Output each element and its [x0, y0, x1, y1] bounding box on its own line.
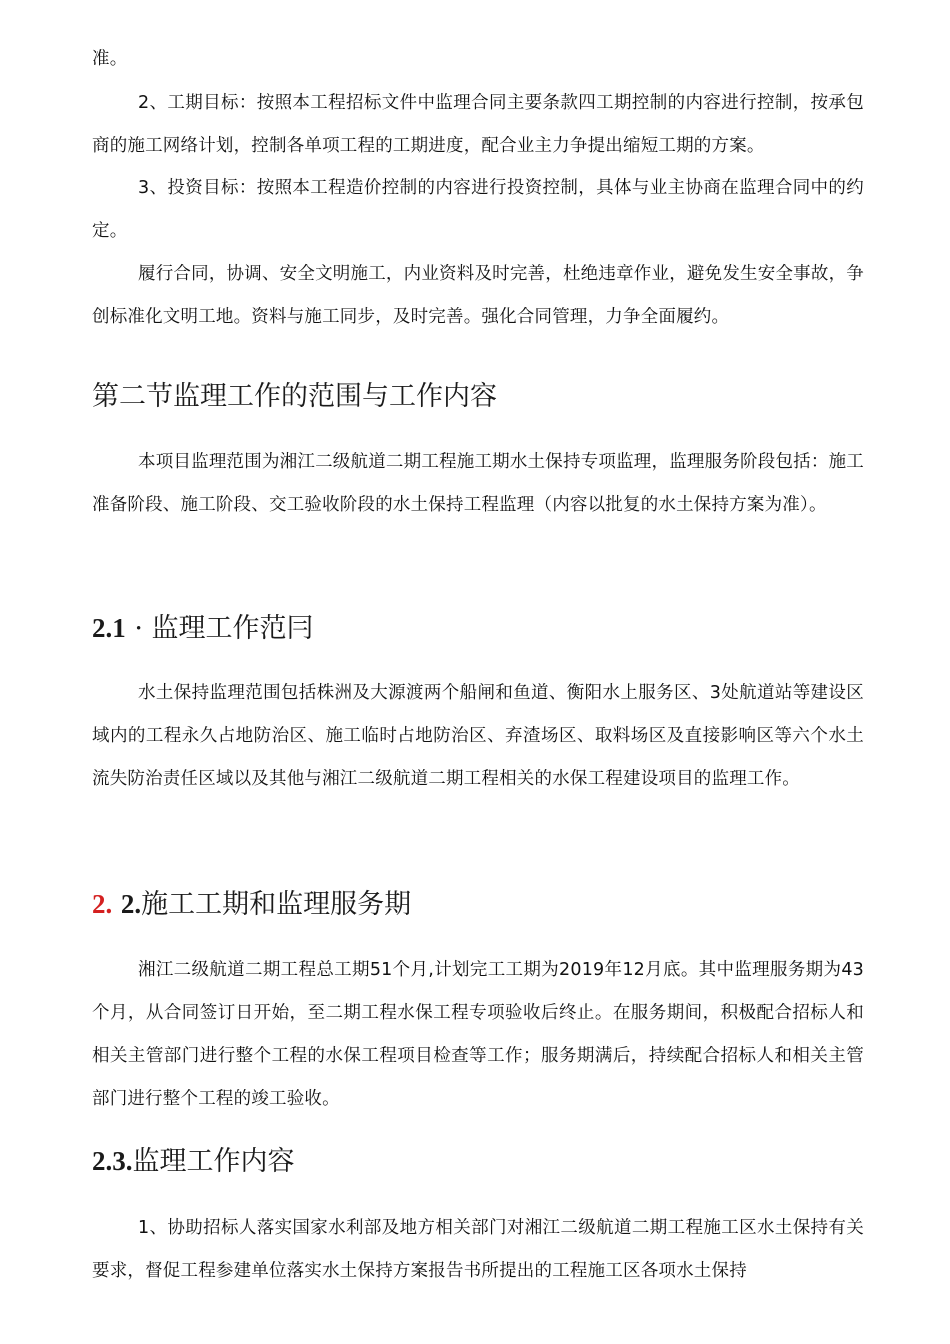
heading-2-2-number-red: 2. — [92, 889, 113, 919]
paragraph-scope-detail: 水土保持监理范围包括株洲及大源渡两个船闸和鱼道、衡阳水上服务区、3处航道站等建设区域内的工程永久占地防治区、施工临时占地防治区、弃渣场区、取料场区及直接影响区等六个水土流失防治责任区域以及其他与湘江二级航道二期工程相关的水保工程建设项目的监理工作。 — [92, 683, 864, 789]
paragraph-investment-goal: 3、投资目标：按照本工程造价控制的内容进行投资控制，具体与业主协商在监理合同中的约定。 — [92, 178, 864, 241]
heading-2-2-number: 2. — [120, 889, 142, 919]
heading-2-2 — [92, 882, 411, 921]
heading-2-3 — [92, 1139, 295, 1178]
section-heading-2: 第二节监理工作的范围与工作内容 — [92, 381, 497, 412]
heading-2-1-number: 2.1 — [92, 613, 126, 643]
heading-2-2-title: 施工工期和监理服务期 — [141, 889, 412, 920]
heading-2-3-title: 监理工作内容 — [132, 1146, 295, 1177]
paragraph-continuation: 准。 — [92, 49, 128, 69]
paragraph-contract-performance: 履行合同，协调、安全文明施工，内业资料及时完善，杜绝违章作业，避免发生安全事故，争创标准化文明工地。资料与施工同步，及时完善。强化合同管理，力争全面履约。 — [92, 264, 864, 327]
paragraph-work-content-1: 1、协助招标人落实国家水利部及地方相关部门对湘江二级航道二期工程施工区水土保持有关要求，督促工程参建单位落实水土保持方案报告书所提出的工程施工区各项水土保持 — [92, 1218, 864, 1281]
heading-2-3-number: 2.3. — [92, 1146, 133, 1176]
heading-2-1 — [92, 606, 314, 645]
heading-2-1-title: 监理工作范冃 — [151, 613, 314, 644]
paragraph-schedule-goal: 2、工期目标：按照本工程招标文件中监理合同主要条款四工期控制的内容进行控制，按承包商的施工网络计划，控制各单项工程的工期进度，配合业主力争提出缩短工期的方案。 — [92, 93, 864, 156]
paragraph-schedule-service: 湘江二级航道二期工程总工期51个月,计划完工工期为2019年12月底。其中监理服务期为43个月，从合同签订日开始，至二期工程水保工程专项验收后终止。在服务期间，积极配合招标人和相关主管部门进行整个工程的水保工程项目检查等工作；服务期满后，持续配合招标人和相关主管部门进行整个工程的竣工验收。 — [92, 960, 864, 1109]
paragraph-scope-intro: 本项目监理范围为湘江二级航道二期工程施工期水土保持专项监理，监理服务阶段包括：施工准备阶段、施工阶段、交工验收阶段的水土保持工程监理（内容以批复的水土保持方案为准）。 — [92, 452, 864, 515]
heading-2-1-separator: · — [125, 613, 152, 644]
